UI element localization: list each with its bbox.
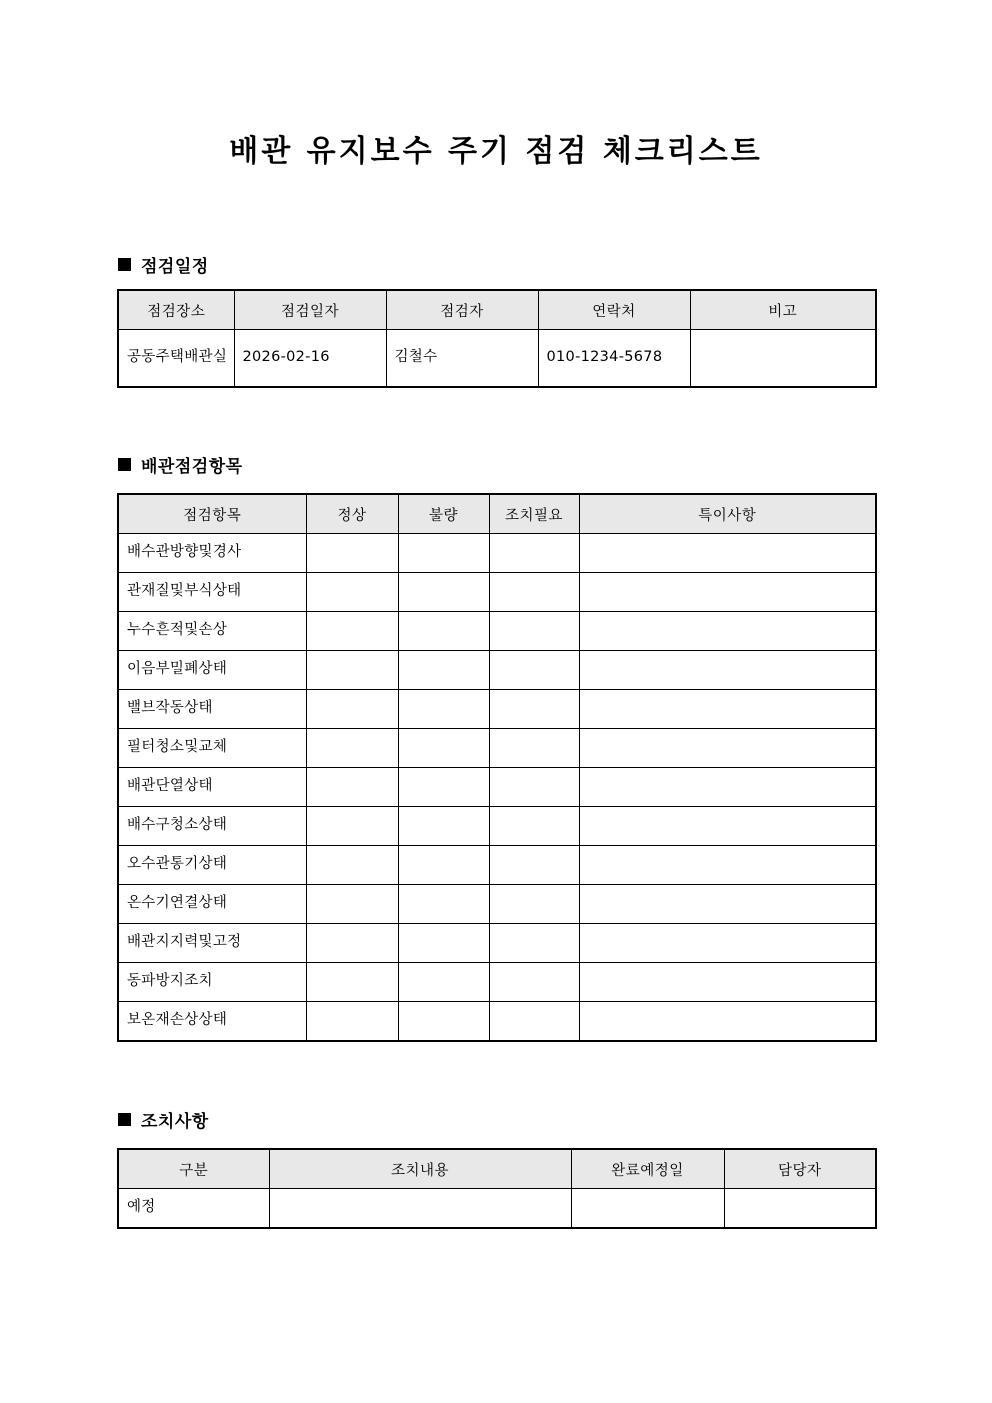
cell-defective[interactable]	[398, 963, 489, 1002]
cell-assignee[interactable]	[724, 1189, 876, 1229]
cell-item-name: 관재질및부식상태	[118, 573, 306, 612]
cell-inspector[interactable]: 김철수	[386, 330, 538, 388]
cell-item-name: 배관지지력및고정	[118, 924, 306, 963]
inspection-items-table	[117, 493, 877, 1042]
cell-action-required[interactable]	[489, 729, 579, 768]
cell-action-required[interactable]	[489, 885, 579, 924]
cell-remarks[interactable]	[690, 330, 876, 388]
cell-normal[interactable]	[306, 807, 398, 846]
cell-notes[interactable]	[579, 729, 876, 768]
section-heading-actions-label: 조치사항	[141, 1112, 209, 1132]
black-square-bullet-icon	[118, 1113, 131, 1126]
cell-category[interactable]: 예정	[118, 1189, 269, 1229]
column-header-item: 점검항목	[118, 494, 306, 534]
table-row	[118, 963, 876, 1002]
page-title: 배관 유지보수 주기 점검 체크리스트	[229, 134, 763, 169]
black-square-bullet-icon	[118, 458, 131, 471]
table-row	[118, 534, 876, 573]
table-row	[118, 924, 876, 963]
cell-normal[interactable]	[306, 1002, 398, 1042]
cell-defective[interactable]	[398, 885, 489, 924]
cell-defective[interactable]	[398, 612, 489, 651]
cell-normal[interactable]	[306, 573, 398, 612]
cell-action-detail[interactable]	[269, 1189, 571, 1229]
table-row	[118, 330, 876, 388]
cell-defective[interactable]	[398, 924, 489, 963]
cell-normal[interactable]	[306, 885, 398, 924]
table-row	[118, 690, 876, 729]
cell-action-required[interactable]	[489, 690, 579, 729]
cell-action-required[interactable]	[489, 612, 579, 651]
cell-notes[interactable]	[579, 1002, 876, 1042]
table-row	[118, 768, 876, 807]
cell-action-required[interactable]	[489, 963, 579, 1002]
column-header-remarks: 비고	[690, 290, 876, 330]
cell-item-name: 오수관통기상태	[118, 846, 306, 885]
cell-item-name: 이음부밀폐상태	[118, 651, 306, 690]
cell-item-name: 동파방지조치	[118, 963, 306, 1002]
cell-action-required[interactable]	[489, 768, 579, 807]
cell-defective[interactable]	[398, 1002, 489, 1042]
cell-item-name: 누수흔적및손상	[118, 612, 306, 651]
cell-defective[interactable]	[398, 690, 489, 729]
cell-normal[interactable]	[306, 690, 398, 729]
cell-notes[interactable]	[579, 846, 876, 885]
column-header-location: 점검장소	[118, 290, 234, 330]
cell-notes[interactable]	[579, 924, 876, 963]
cell-normal[interactable]	[306, 846, 398, 885]
black-square-bullet-icon	[118, 258, 131, 271]
cell-action-required[interactable]	[489, 573, 579, 612]
cell-notes[interactable]	[579, 963, 876, 1002]
table-header-row	[118, 290, 876, 330]
cell-notes[interactable]	[579, 885, 876, 924]
cell-normal[interactable]	[306, 768, 398, 807]
table-row	[118, 1189, 876, 1229]
table-row	[118, 1002, 876, 1042]
cell-notes[interactable]	[579, 651, 876, 690]
table-row	[118, 846, 876, 885]
cell-item-name: 보온재손상상태	[118, 1002, 306, 1042]
table-row	[118, 729, 876, 768]
cell-item-name: 배수관방향및경사	[118, 534, 306, 573]
cell-item-name: 배관단열상태	[118, 768, 306, 807]
cell-location[interactable]: 공동주택배관실	[118, 330, 234, 388]
column-header-due-date: 완료예정일	[571, 1149, 724, 1189]
cell-normal[interactable]	[306, 651, 398, 690]
section-heading-schedule	[118, 252, 209, 277]
cell-notes[interactable]	[579, 534, 876, 573]
table-row	[118, 807, 876, 846]
section-heading-items-label: 배관점검항목	[141, 457, 243, 477]
table-header-row	[118, 494, 876, 534]
column-header-assignee: 담당자	[724, 1149, 876, 1189]
column-header-inspector: 점검자	[386, 290, 538, 330]
cell-defective[interactable]	[398, 807, 489, 846]
cell-notes[interactable]	[579, 573, 876, 612]
column-header-category: 구분	[118, 1149, 269, 1189]
cell-normal[interactable]	[306, 534, 398, 573]
table-row	[118, 651, 876, 690]
cell-item-name: 온수기연결상태	[118, 885, 306, 924]
action-items-table	[117, 1148, 877, 1229]
cell-normal[interactable]	[306, 924, 398, 963]
schedule-table	[117, 289, 877, 388]
cell-notes[interactable]	[579, 768, 876, 807]
cell-defective[interactable]	[398, 846, 489, 885]
section-heading-actions	[118, 1107, 209, 1132]
cell-date[interactable]: 2026-02-16	[234, 330, 386, 388]
cell-defective[interactable]	[398, 768, 489, 807]
cell-normal[interactable]	[306, 729, 398, 768]
cell-item-name: 필터청소및교체	[118, 729, 306, 768]
cell-defective[interactable]	[398, 534, 489, 573]
cell-defective[interactable]	[398, 729, 489, 768]
cell-defective[interactable]	[398, 651, 489, 690]
column-header-contact: 연락처	[538, 290, 690, 330]
cell-contact[interactable]: 010-1234-5678	[538, 330, 690, 388]
column-header-action-required: 조치필요	[489, 494, 579, 534]
cell-notes[interactable]	[579, 612, 876, 651]
cell-action-required[interactable]	[489, 924, 579, 963]
table-row	[118, 573, 876, 612]
column-header-action-detail: 조치내용	[269, 1149, 571, 1189]
column-header-defective: 불량	[398, 494, 489, 534]
cell-due-date[interactable]	[571, 1189, 724, 1229]
table-header-row	[118, 1149, 876, 1189]
cell-normal[interactable]	[306, 612, 398, 651]
cell-item-name: 밸브작동상태	[118, 690, 306, 729]
cell-notes[interactable]	[579, 690, 876, 729]
cell-action-required[interactable]	[489, 651, 579, 690]
cell-action-required[interactable]	[489, 807, 579, 846]
cell-notes[interactable]	[579, 807, 876, 846]
section-heading-items	[118, 452, 243, 477]
cell-item-name: 배수구청소상태	[118, 807, 306, 846]
cell-defective[interactable]	[398, 573, 489, 612]
table-row	[118, 612, 876, 651]
cell-normal[interactable]	[306, 963, 398, 1002]
table-row	[118, 885, 876, 924]
column-header-notes: 특이사항	[579, 494, 876, 534]
column-header-date: 점검일자	[234, 290, 386, 330]
cell-action-required[interactable]	[489, 534, 579, 573]
cell-action-required[interactable]	[489, 846, 579, 885]
section-heading-schedule-label: 점검일정	[141, 257, 209, 277]
cell-action-required[interactable]	[489, 1002, 579, 1042]
column-header-normal: 정상	[306, 494, 398, 534]
